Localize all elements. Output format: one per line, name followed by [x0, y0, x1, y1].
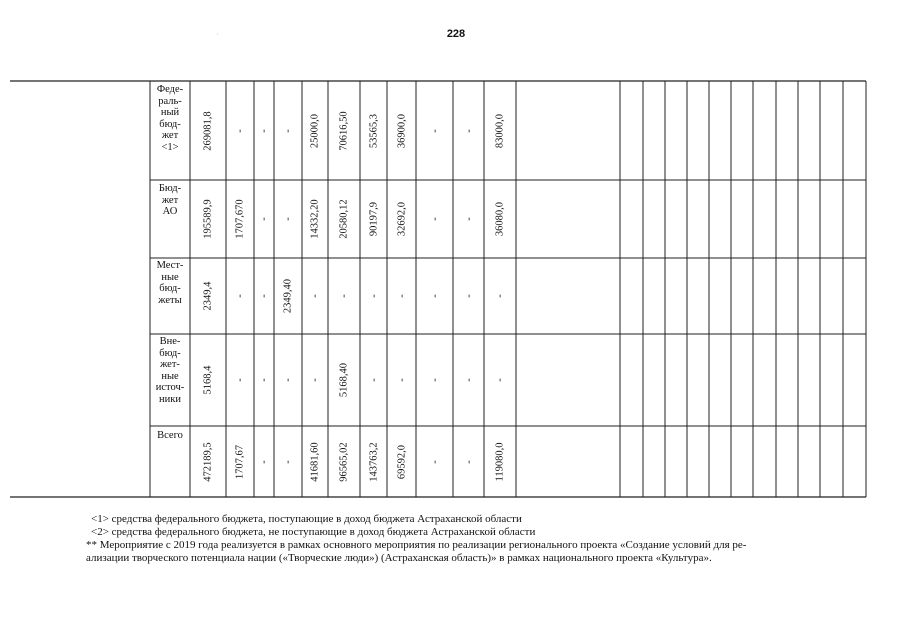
table-cell-value: -: [258, 459, 270, 464]
table-cell-value: -: [429, 378, 440, 382]
table-cell-value: 1707,670: [234, 199, 246, 239]
table-cell-value: -: [258, 128, 270, 133]
table-cell-value: 2349,40: [282, 278, 294, 314]
table-cell-value: -: [234, 128, 246, 133]
table-cell-value: 143763,2: [368, 441, 379, 482]
table-cell-value: -: [463, 459, 474, 464]
source-label-extrabudgetary: Вне- бюд- жет- ные источ- ники: [155, 336, 185, 405]
table-cell-value: 25000,0: [309, 113, 321, 148]
table-cell-value: -: [258, 294, 270, 298]
table-cell-value: -: [258, 217, 270, 221]
footnote-asterisk-continued: ализации творческого потенциала нации («Творческие люди») (Астраханская область)» в рамках национального проекта «Культура».: [86, 552, 712, 564]
source-label-regional: Бюд- жет АО: [158, 183, 182, 217]
footnote-1: <1> средства федерального бюджета, поступающие в доход бюджета Астраханской области: [91, 513, 522, 525]
table-cell-value: -: [234, 294, 246, 298]
table-cell-value: 32692,0: [396, 201, 407, 237]
source-label-total: Всего: [157, 430, 183, 441]
table-cell-value: -: [429, 294, 440, 298]
table-cell-value: 1707,67: [234, 444, 246, 479]
table-cell-value: -: [429, 128, 440, 133]
table-cell-value: -: [282, 217, 294, 221]
footnote-asterisk: ** Мероприятие с 2019 года реализуется в рамках основного мероприятия по реализации регионального проекта «Создание условий для ре-: [86, 539, 747, 551]
table-cell-value: 90197,9: [368, 201, 379, 237]
table-cell-value: 70616,50: [338, 110, 350, 151]
footnotes: [86, 513, 866, 565]
table-cell-value: 96565,02: [338, 441, 350, 482]
table-cell-value: -: [463, 378, 474, 382]
page-number: 228: [446, 28, 466, 40]
table-cell-value: -: [429, 217, 440, 221]
table-cell-value: 53565,3: [368, 113, 379, 148]
table-cell-value: -: [338, 294, 350, 298]
table-cell-value: -: [282, 378, 294, 382]
table-cell-value: -: [234, 378, 246, 382]
table-cell-value: 5168,4: [202, 365, 214, 395]
table-cell-value: -: [463, 294, 474, 298]
table-cell-value: -: [309, 294, 321, 298]
table-cell-value: 14332,20: [309, 199, 321, 239]
scan-speck: ·: [216, 30, 221, 39]
table-cell-value: -: [396, 378, 407, 382]
table-cell-value: -: [463, 217, 474, 221]
table-cell-value: 69592,0: [396, 444, 407, 479]
table-cell-value: 36080,0: [494, 201, 506, 237]
table-cell-value: -: [463, 128, 474, 133]
table-cell-value: 195589,9: [202, 199, 214, 239]
table-cell-value: -: [282, 459, 294, 464]
source-label-federal: Феде- раль- ный бюд- жет <1>: [156, 84, 184, 153]
table-cell-value: -: [494, 294, 506, 298]
table-cell-value: 83000,0: [494, 113, 506, 148]
table-cell-value: 472189,5: [202, 441, 214, 482]
table-cell-value: 5168,40: [338, 362, 350, 398]
table-cell-value: -: [396, 294, 407, 298]
table-cell-value: -: [429, 459, 440, 464]
footnote-2: <2> средства федерального бюджета, не поступающие в доход бюджета Астраханской области: [91, 526, 536, 538]
table-cell-value: -: [258, 378, 270, 382]
table-cell-value: 269081,8: [202, 110, 214, 151]
table-cell-value: -: [368, 378, 379, 382]
table-cell-value: 119080,0: [494, 442, 506, 481]
table-cell-value: 36900,0: [396, 113, 407, 148]
table-cell-value: -: [368, 294, 379, 298]
table-cell-value: -: [494, 378, 506, 382]
table-cell-value: -: [309, 378, 321, 382]
table-cell-value: 41681,60: [309, 441, 321, 482]
source-label-local: Мест- ные бюд- жеты: [156, 260, 184, 306]
table-cell-value: 2349,4: [202, 281, 214, 311]
table-cell-value: 20580,12: [338, 199, 350, 239]
table-cell-value: -: [282, 128, 294, 133]
